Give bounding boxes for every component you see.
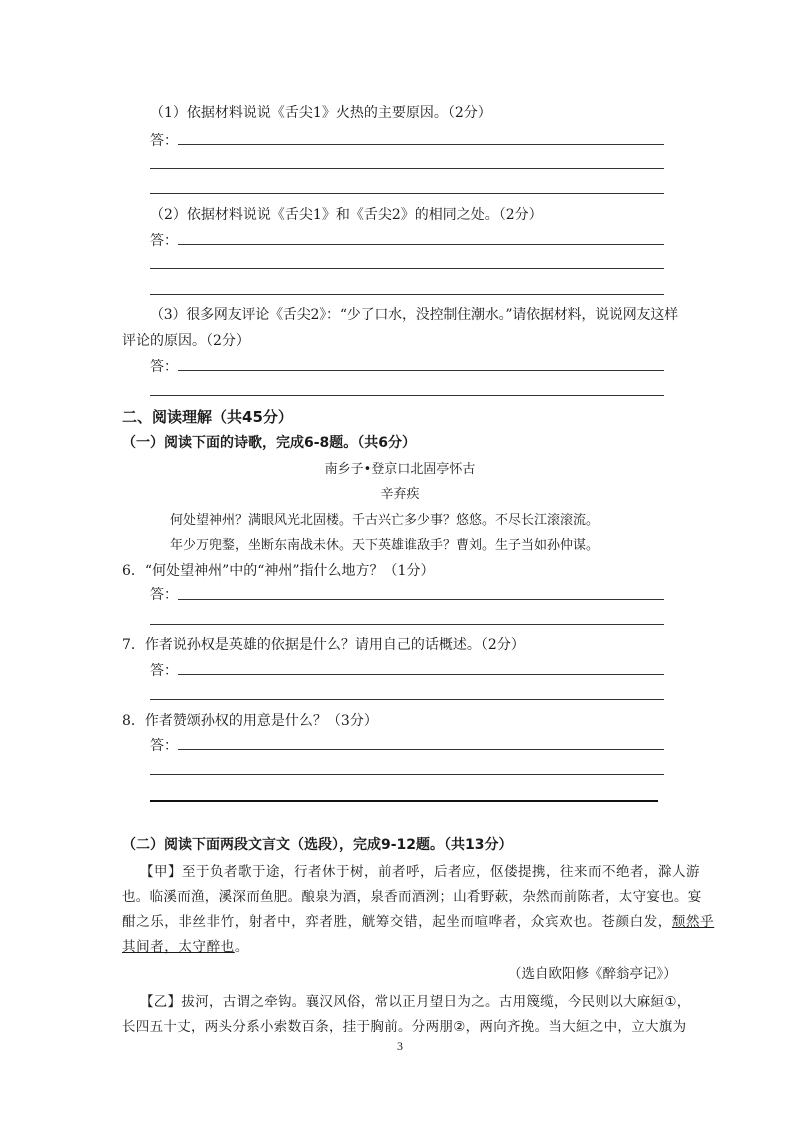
answer-line[interactable] xyxy=(150,800,658,802)
poem-author: 辛弃疾 xyxy=(380,487,420,502)
passage-jia-line: 也。临溪而渔，溪深而鱼肥。酿泉为酒，泉香而酒洌；山肴野蔌，杂然而前陈者，太守宴也。宴 xyxy=(122,889,702,905)
answer-line[interactable] xyxy=(150,294,664,295)
question-1-text: （1）依据材料说说《舌尖1》火热的主要原因。（2分） xyxy=(150,105,492,121)
answer-label: 答： xyxy=(150,233,178,249)
poem-title: 南乡子•登京口北固亭怀古 xyxy=(324,462,476,477)
section-heading: 二、阅读理解（共45分） xyxy=(122,408,293,426)
answer-line[interactable] xyxy=(150,268,664,269)
passage-source: （选自欧阳修《醉翁亭记》） xyxy=(508,966,677,982)
question-3-text-line1: （3）很多网友评论《舌尖2》：“少了口水，没控制住潮水。”请依据材料，说说网友这样 xyxy=(150,307,678,323)
answer-line[interactable] xyxy=(150,699,664,700)
passage-text: 。 xyxy=(234,939,249,955)
answer-line[interactable] xyxy=(178,244,664,245)
question-6-text: 6．“何处望神州”中的“神州”指什么地方？（1分） xyxy=(122,563,435,579)
subsection-heading: （一）阅读下面的诗歌，完成6-8题。（共6分） xyxy=(122,435,417,451)
answer-label: 答： xyxy=(150,738,178,754)
passage-text: 酣之乐，非丝非竹，射者中，弈者胜，觥筹交错，起坐而喧哗者，众宾欢也。苍颜白发， xyxy=(122,914,672,930)
page-number: 3 xyxy=(397,1039,403,1053)
answer-line[interactable] xyxy=(150,624,664,625)
answer-label: 答： xyxy=(150,359,178,375)
passage-jia-line xyxy=(122,935,249,955)
question-3-text-line2: 评论的原因。（2分） xyxy=(122,333,250,349)
question-8-text: 8．作者赞颂孙权的用意是什么？（3分） xyxy=(122,713,378,729)
answer-line[interactable] xyxy=(150,395,664,396)
answer-line[interactable] xyxy=(150,774,664,775)
answer-line[interactable] xyxy=(178,749,664,750)
question-2-text: （2）依据材料说说《舌尖1》和《舌尖2》的相同之处。（2分） xyxy=(150,207,543,223)
answer-line[interactable] xyxy=(178,370,664,371)
underlined-phrase: 颓然乎 xyxy=(671,914,715,930)
answer-line[interactable] xyxy=(178,674,664,675)
answer-label: 答： xyxy=(150,587,178,603)
answer-line[interactable] xyxy=(150,168,664,169)
answer-line[interactable] xyxy=(178,599,664,600)
subsection-heading: （二）阅读下面两段文言文（选段），完成9-12题。（共13分） xyxy=(122,837,513,853)
poem-line: 年少万兜鍪，坐断东南战未休。天下英雄谁敌手？曹刘。生子当如孙仲谋。 xyxy=(170,538,600,553)
answer-line[interactable] xyxy=(178,144,664,145)
passage-yi-line: 长四五十丈，两头分系小索数百条，挂于胸前。分两朋②，两向齐挽。当大絙之中，立大旗为 xyxy=(122,1019,687,1035)
passage-jia-line xyxy=(122,910,714,930)
underlined-phrase: 其间者，太守醉也 xyxy=(122,939,235,955)
passage-yi-line: 【乙】拔河，古谓之牵钩。襄汉风俗，常以正月望日为之。古用篾缆，今民则以大麻絙①， xyxy=(140,994,691,1010)
answer-line[interactable] xyxy=(150,193,664,194)
answer-label: 答： xyxy=(150,663,178,679)
poem-line: 何处望神州？满眼风光北固楼。千古兴亡多少事？悠悠。不尽长江滚滚流。 xyxy=(170,513,600,528)
passage-jia-line: 【甲】至于负者歌于途，行者休于树，前者呼，后者应，伛偻提携，往来而不绝者，滁人游 xyxy=(140,864,700,880)
answer-label: 答： xyxy=(150,133,178,149)
question-7-text: 7．作者说孙权是英雄的依据是什么？请用自己的话概述。（2分） xyxy=(122,637,525,653)
